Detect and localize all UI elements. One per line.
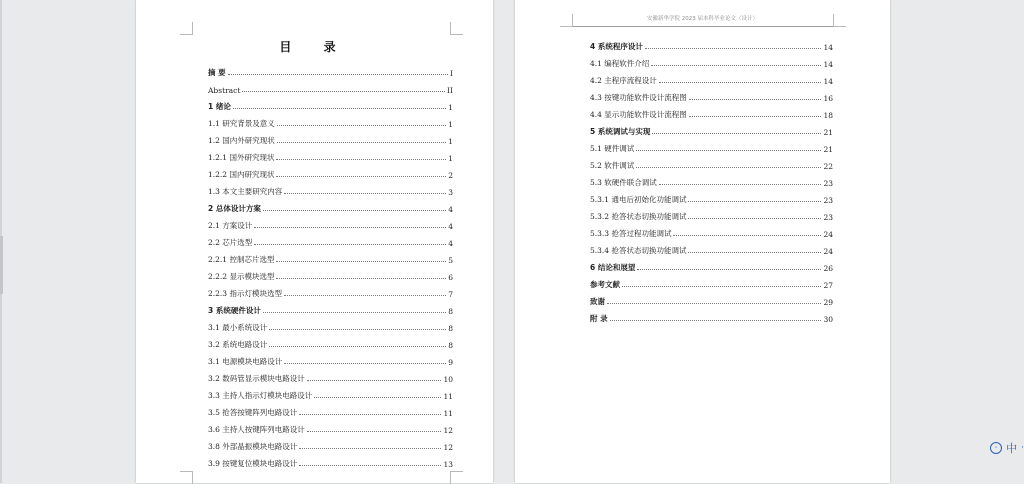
toc-page-number: 4 <box>448 222 453 231</box>
toc-entry[interactable] <box>208 219 453 231</box>
toc-leader-dots <box>652 132 821 134</box>
toc-entry-text: 3.6 主持人按键阵列电路设计 <box>208 425 305 434</box>
toc-entry[interactable] <box>208 185 453 197</box>
toc-leader-dots <box>610 319 822 321</box>
toc-entry[interactable] <box>208 287 453 299</box>
toc-leader-dots <box>622 285 821 287</box>
scroll-marker[interactable] <box>0 236 3 294</box>
toc-entry[interactable] <box>590 244 833 256</box>
toc-entry-text: 4.3 按键功能软件设计流程图 <box>590 93 687 102</box>
toc-entry-text: Abstract <box>208 86 241 95</box>
toc-entry[interactable] <box>208 168 453 180</box>
toc-page-number: 6 <box>448 273 453 282</box>
toc-leader-dots <box>269 345 446 347</box>
toc-entry-text: 摘 要 <box>208 68 226 77</box>
toc-page-number: 22 <box>823 162 833 171</box>
toc-page-number: 24 <box>823 230 833 239</box>
toc-entry[interactable] <box>208 83 453 95</box>
toc-leader-dots <box>636 149 821 151</box>
toc-entry-text: 5.3.4 抢答状态切换功能调试 <box>590 246 687 255</box>
toc-page-number: 12 <box>443 426 453 435</box>
toc-entry[interactable] <box>590 125 833 137</box>
toc-leader-dots <box>233 107 446 109</box>
toc-entry[interactable] <box>590 142 833 154</box>
toc-leader-dots <box>276 260 446 262</box>
toc-entry[interactable] <box>208 66 453 78</box>
toc-entry-text: 1 绪论 <box>208 102 231 111</box>
toc-leader-dots <box>659 183 822 185</box>
toc-leader-dots <box>276 175 446 177</box>
toc-leader-dots <box>284 192 446 194</box>
toc-page-number: I <box>450 69 453 78</box>
toc-leader-dots <box>254 243 446 245</box>
toc-entry[interactable] <box>590 312 833 324</box>
toc-entry-text: 4.1 编程软件介绍 <box>590 59 650 68</box>
toc-entry[interactable] <box>590 108 833 120</box>
toc-leader-dots <box>307 379 442 381</box>
toc-entry[interactable] <box>590 295 833 307</box>
toc-entry[interactable] <box>208 270 453 282</box>
document-page-left[interactable] <box>136 0 493 483</box>
toc-entry-text: 4 系统程序设计 <box>590 42 643 51</box>
toc-entry[interactable] <box>590 227 833 239</box>
margin-corner-mark <box>833 14 846 27</box>
document-page-right[interactable] <box>515 0 890 483</box>
toc-leader-dots <box>284 294 446 296</box>
toc-page-number: 23 <box>823 213 833 222</box>
toc-page-number: 1 <box>448 137 453 146</box>
toc-leader-dots <box>689 98 822 100</box>
toc-entry-text: 附 录 <box>590 314 608 323</box>
toc-page-number: 30 <box>823 315 833 324</box>
toc-page-number: 12 <box>443 443 453 452</box>
toc-entry[interactable] <box>208 202 453 214</box>
toc-entry[interactable] <box>590 74 833 86</box>
toc-page-number: 2 <box>448 171 453 180</box>
toc-leader-dots <box>299 447 441 449</box>
toc-entry-text: 1.2.1 国外研究现状 <box>208 153 275 162</box>
toc-leader-dots <box>688 200 821 202</box>
toc-page-number: 7 <box>448 290 453 299</box>
toc-entry[interactable] <box>590 210 833 222</box>
toc-leader-dots <box>651 64 821 66</box>
toc-entry[interactable] <box>590 176 833 188</box>
toc-page-number: 23 <box>823 196 833 205</box>
ime-language-label[interactable]: 中 <box>1006 442 1018 455</box>
toc-entry[interactable] <box>208 134 453 146</box>
toc-entry-text: 2.2.1 控制芯片选型 <box>208 255 275 264</box>
toc-entry[interactable] <box>590 193 833 205</box>
toc-entry-text: 3 系统硬件设计 <box>208 306 261 315</box>
toc-entry[interactable] <box>208 457 453 469</box>
toc-entry-text: 3.2 数码管显示模块电路设计 <box>208 374 305 383</box>
toc-entry[interactable] <box>208 321 453 333</box>
toc-leader-dots <box>645 47 822 49</box>
margin-corner-mark <box>450 471 463 484</box>
toc-leader-dots <box>284 362 446 364</box>
toc-entry-text: 3.2 系统电路设计 <box>208 340 268 349</box>
toc-page-number: 8 <box>448 341 453 350</box>
toc-page-number: 29 <box>823 298 833 307</box>
toc-page-number: 3 <box>448 188 453 197</box>
toc-entry-text: 3.5 抢答按键阵列电路设计 <box>208 408 298 417</box>
toc-leader-dots <box>276 277 446 279</box>
toc-entry[interactable] <box>208 100 453 112</box>
margin-corner-mark <box>180 22 193 35</box>
toc-entry-text: 致谢 <box>590 297 605 306</box>
toc-entry[interactable] <box>590 261 833 273</box>
toc-entry-text: 2.2.2 显示模块选型 <box>208 272 275 281</box>
toc-leader-dots <box>689 115 822 117</box>
toc-entry[interactable] <box>208 423 453 435</box>
running-header: 安徽新华学院 2023 届本科毕业论文（设计） <box>647 16 758 22</box>
toc-leader-dots <box>277 141 446 143</box>
toc-leader-dots <box>228 73 448 75</box>
toc-entry-text: 3.9 按键复位模块电路设计 <box>208 459 298 468</box>
ime-indicator[interactable] <box>990 440 1024 456</box>
toc-entry-text: 6 结论和展望 <box>590 263 636 272</box>
toc-entry[interactable] <box>590 40 833 52</box>
toc-entry[interactable] <box>208 389 453 401</box>
toc-page-number: 11 <box>443 392 453 401</box>
toc-page-number: 23 <box>823 179 833 188</box>
toc-entry-text: 3.3 主持人指示灯模块电路设计 <box>208 391 313 400</box>
toc-leader-dots <box>688 217 821 219</box>
toc-leader-dots <box>637 268 821 270</box>
toc-leader-dots <box>688 251 821 253</box>
toc-page-number: 24 <box>823 247 833 256</box>
toc-page-number: 8 <box>448 307 453 316</box>
toc-page-number: 11 <box>443 409 453 418</box>
toc-entry[interactable] <box>208 236 453 248</box>
toc-entry-text: 2.2 芯片选型 <box>208 238 253 247</box>
toc-page-number: 14 <box>823 43 833 52</box>
toc-page-number: 1 <box>448 103 453 112</box>
toc-leader-dots <box>314 396 441 398</box>
toc-page-number: 13 <box>443 460 453 469</box>
toc-page-number: 4 <box>448 239 453 248</box>
toc-leader-dots <box>299 413 441 415</box>
toc-leader-dots <box>276 158 446 160</box>
toc-page-number: 14 <box>823 60 833 69</box>
toc-leader-dots <box>269 328 446 330</box>
toc-leader-dots <box>254 226 446 228</box>
toc-page-number: 1 <box>448 154 453 163</box>
toc-page-number: 14 <box>823 77 833 86</box>
toc-entry-text: 2.2.3 指示灯模块选型 <box>208 289 282 298</box>
toc-entry-text: 1.1 研究背景及意义 <box>208 119 275 128</box>
toc-leader-dots <box>263 311 446 313</box>
toc-page-number: 26 <box>823 264 833 273</box>
toc-entry-text: 5.3.3 抢答过程功能调试 <box>590 229 672 238</box>
toc-leader-dots <box>607 302 821 304</box>
toc-entry[interactable] <box>208 406 453 418</box>
header-rule <box>572 26 833 27</box>
toc-page-number: 27 <box>823 281 833 290</box>
toc-entry[interactable] <box>590 278 833 290</box>
toc-page-number: II <box>447 86 453 95</box>
toc-page-number: 4 <box>448 205 453 214</box>
toc-page-number: 8 <box>448 324 453 333</box>
toc-entry-text: 5.3.1 通电后初始化功能调试 <box>590 195 687 204</box>
toc-entry[interactable] <box>208 117 453 129</box>
toc-entry[interactable] <box>208 355 453 367</box>
toc-leader-dots <box>242 90 445 92</box>
toc-entry-text: 4.4 显示功能软件设计流程图 <box>590 110 687 119</box>
toc-leader-dots <box>307 430 442 432</box>
toc-page-number: 5 <box>448 256 453 265</box>
ime-logo-icon[interactable]: ◦ <box>990 442 1002 454</box>
toc-entry[interactable] <box>208 151 453 163</box>
toc-entry[interactable] <box>208 253 453 265</box>
toc-title: 目 录 <box>279 40 350 54</box>
toc-page-number: 21 <box>823 145 833 154</box>
toc-entry[interactable] <box>590 159 833 171</box>
toc-page-number: 16 <box>823 94 833 103</box>
toc-page-number: 9 <box>448 358 453 367</box>
toc-entry[interactable] <box>208 304 453 316</box>
toc-entry-text: 3.8 外部晶振模块电路设计 <box>208 442 298 451</box>
toc-leader-dots <box>636 166 821 168</box>
toc-leader-dots <box>263 209 446 211</box>
toc-entry-text: 1.2.2 国内研究现状 <box>208 170 275 179</box>
toc-leader-dots <box>277 124 446 126</box>
toc-entry-text: 3.1 电源模块电路设计 <box>208 357 283 366</box>
toc-entry-text: 2.1 方案设计 <box>208 221 253 230</box>
toc-entry[interactable] <box>208 372 453 384</box>
toc-entry-text: 5.3 软硬件联合调试 <box>590 178 657 187</box>
toc-entry-text: 4.2 主程序流程设计 <box>590 76 657 85</box>
toc-leader-dots <box>299 464 441 466</box>
toc-leader-dots <box>673 234 821 236</box>
toc-entry-text: 3.1 最小系统设计 <box>208 323 268 332</box>
toc-entry-text: 5 系统调试与实现 <box>590 127 651 136</box>
toc-entry-text: 2 总体设计方案 <box>208 204 261 213</box>
toc-page-number: 1 <box>448 120 453 129</box>
toc-page-number: 10 <box>443 375 453 384</box>
margin-corner-mark <box>560 14 573 27</box>
margin-corner-mark <box>450 22 463 35</box>
toc-entry-text: 参考文献 <box>590 280 620 289</box>
toc-entry[interactable] <box>208 338 453 350</box>
toc-entry-text: 1.2 国内外研究现状 <box>208 136 275 145</box>
margin-corner-mark <box>180 471 193 484</box>
toc-page-number: 21 <box>823 128 833 137</box>
toc-entry[interactable] <box>208 440 453 452</box>
toc-entry-text: 5.3.2 抢答状态切换功能调试 <box>590 212 687 221</box>
toc-entry[interactable] <box>590 57 833 69</box>
toc-entry-text: 1.3 本文主要研究内容 <box>208 187 283 196</box>
toc-page-number: 18 <box>823 111 833 120</box>
toc-entry[interactable] <box>590 91 833 103</box>
toc-leader-dots <box>659 81 822 83</box>
ime-punct-icon[interactable]: · <box>1021 443 1024 453</box>
toc-entry-text: 5.2 软件调试 <box>590 161 635 170</box>
toc-entry-text: 5.1 硬件调试 <box>590 144 635 153</box>
